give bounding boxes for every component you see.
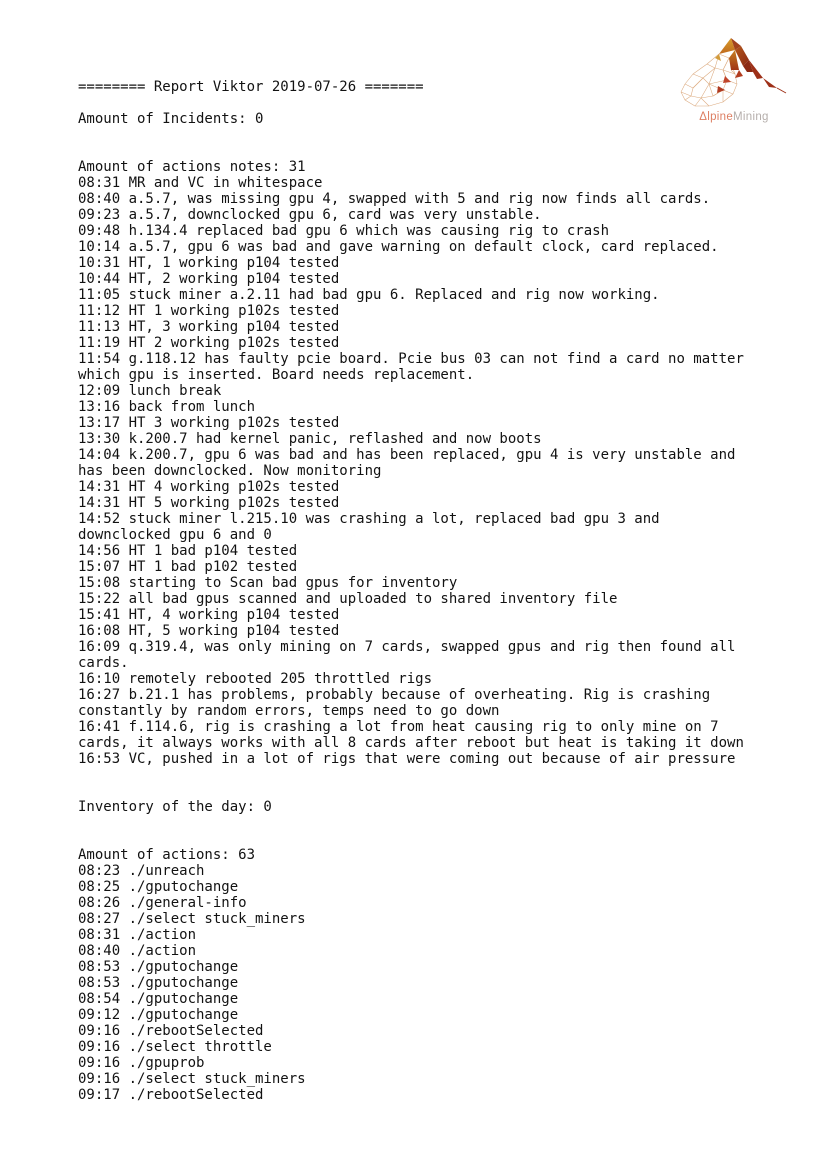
- report-body: [78, 79, 757, 1103]
- note-line: 11:54 g.118.12 has faulty pcie board. Pcie bus 03 can not find a card no matter which gpu is inserted. Board needs replacement.: [78, 351, 744, 383]
- inventory-count-line: Inventory of the day: 0: [78, 799, 272, 815]
- actions-list: [78, 863, 757, 1103]
- action-line: 08:26 ./general-info: [78, 895, 247, 911]
- note-line: 14:31 HT 4 working p102s tested: [78, 479, 340, 495]
- note-line: 16:10 remotely rebooted 205 throttled rigs: [78, 671, 433, 687]
- action-line: 08:53 ./gputochange: [78, 975, 239, 991]
- brand-name-primary: Δlpine: [699, 111, 734, 123]
- note-line: 16:09 q.319.4, was only mining on 7 cards, swapped gpus and rig then found all cards.: [78, 639, 736, 671]
- action-line: 08:53 ./gputochange: [78, 959, 239, 975]
- note-line: 15:22 all bad gpus scanned and uploaded to shared inventory file: [78, 591, 618, 607]
- notes-list: [78, 175, 757, 767]
- action-line: 08:31 ./action: [78, 927, 197, 943]
- action-line: 08:27 ./select stuck_miners: [78, 911, 306, 927]
- action-line: 09:16 ./gpuprob: [78, 1055, 205, 1071]
- note-line: 13:16 back from lunch: [78, 399, 256, 415]
- note-line: 16:53 VC, pushed in a lot of rigs that were coming out because of air pressure: [78, 751, 736, 767]
- incidents-count-line: Amount of Incidents: 0: [78, 111, 264, 127]
- note-line: 11:13 HT, 3 working p104 tested: [78, 319, 340, 335]
- note-line: 16:27 b.21.1 has problems, probably because of overheating. Rig is crashing constantly by random errors, temps need to go down: [78, 687, 711, 719]
- note-line: 15:08 starting to Scan bad gpus for inventory: [78, 575, 458, 591]
- note-line: 08:31 MR and VC in whitespace: [78, 175, 323, 191]
- note-line: 15:41 HT, 4 working p104 tested: [78, 607, 340, 623]
- notes-count-line: Amount of actions notes: 31: [78, 159, 306, 175]
- action-line: 08:23 ./unreach: [78, 863, 205, 879]
- note-line: 13:30 k.200.7 had kernel panic, reflashed and now boots: [78, 431, 542, 447]
- brand-name-secondary: Mining: [733, 111, 769, 123]
- note-line: 09:48 h.134.4 replaced bad gpu 6 which was causing rig to crash: [78, 223, 610, 239]
- note-line: 14:31 HT 5 working p102s tested: [78, 495, 340, 511]
- note-line: 11:05 stuck miner a.2.11 had bad gpu 6. Replaced and rig now working.: [78, 287, 660, 303]
- action-line: 08:40 ./action: [78, 943, 197, 959]
- note-line: 16:08 HT, 5 working p104 tested: [78, 623, 340, 639]
- note-line: 09:23 a.5.7, downclocked gpu 6, card was very unstable.: [78, 207, 542, 223]
- note-line: 13:17 HT 3 working p102s tested: [78, 415, 340, 431]
- action-line: 09:16 ./select stuck_miners: [78, 1071, 306, 1087]
- note-line: 11:19 HT 2 working p102s tested: [78, 335, 340, 351]
- note-line: 11:12 HT 1 working p102s tested: [78, 303, 340, 319]
- action-line: 09:12 ./gputochange: [78, 1007, 239, 1023]
- action-line: 09:16 ./rebootSelected: [78, 1023, 264, 1039]
- action-line: 08:25 ./gputochange: [78, 879, 239, 895]
- note-line: 10:31 HT, 1 working p104 tested: [78, 255, 340, 271]
- note-line: 12:09 lunch break: [78, 383, 222, 399]
- action-line: 08:54 ./gputochange: [78, 991, 239, 1007]
- note-line: 16:41 f.114.6, rig is crashing a lot from heat causing rig to only mine on 7 cards, it always works with all 8 cards after reboot but heat is taking it down: [78, 719, 744, 751]
- note-line: 14:04 k.200.7, gpu 6 was bad and has been replaced, gpu 4 is very unstable and has been downclocked. Now monitoring: [78, 447, 736, 479]
- note-line: 10:44 HT, 2 working p104 tested: [78, 271, 340, 287]
- action-line: 09:17 ./rebootSelected: [78, 1087, 264, 1103]
- note-line: 14:52 stuck miner l.215.10 was crashing a lot, replaced bad gpu 3 and downclocked gpu 6 and 0: [78, 511, 660, 543]
- report-title: ======== Report Viktor 2019-07-26 =======: [78, 79, 424, 95]
- actions-count-line: Amount of actions: 63: [78, 847, 256, 863]
- note-line: 08:40 a.5.7, was missing gpu 4, swapped with 5 and rig now finds all cards.: [78, 191, 711, 207]
- note-line: 10:14 a.5.7, gpu 6 was bad and gave warning on default clock, card replaced.: [78, 239, 719, 255]
- note-line: 14:56 HT 1 bad p104 tested: [78, 543, 298, 559]
- note-line: 15:07 HT 1 bad p102 tested: [78, 559, 298, 575]
- action-line: 09:16 ./select throttle: [78, 1039, 272, 1055]
